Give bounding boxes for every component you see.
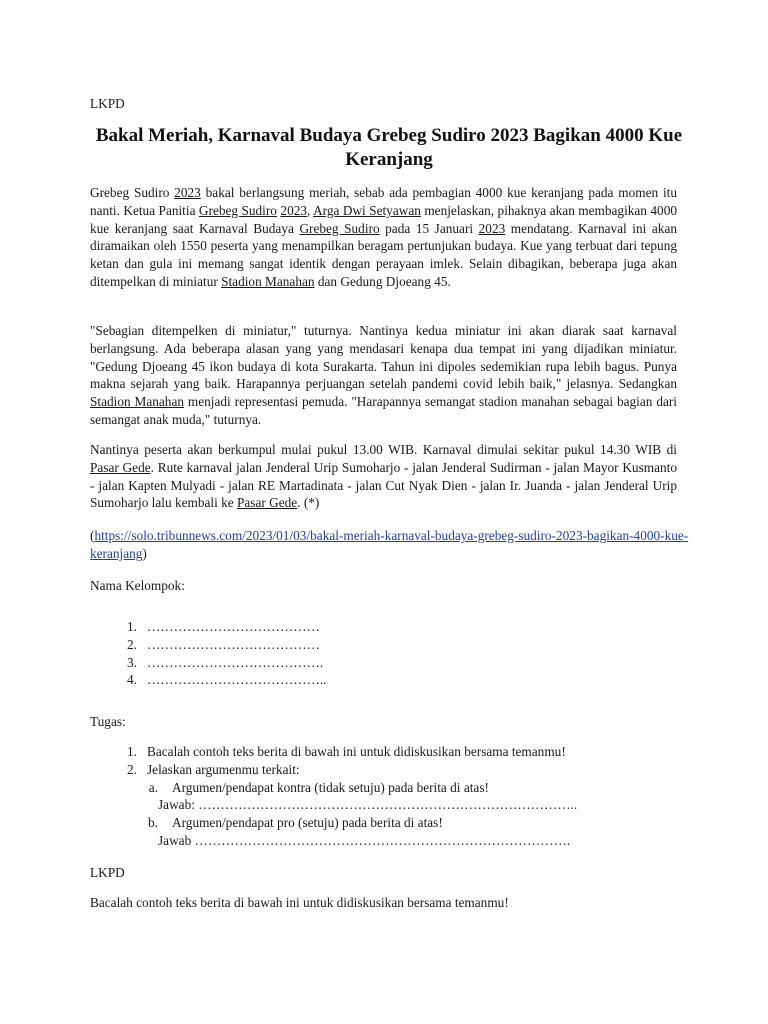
paragraph-text: Nantinya peserta akan berkumpul mulai pukul 13.00 WIB. Karnaval dimulai sekitar pukul 14.30 WIB di bbox=[90, 442, 677, 457]
paragraph-text: mendatang. Karnaval ini akan diramaikan oleh 1550 peserta yang menampilkan beragam pertunjukan budaya. Kue yang terbuat dari tepung ketan dan gula ini memang sangat identik dengan perayaan imlek. Selain dibagikan, beberapa juga akan ditempelkan di miniatur bbox=[90, 220, 677, 289]
header-label: LKPD bbox=[90, 96, 125, 111]
inline-link[interactable]: 2023 bbox=[280, 202, 308, 218]
subtask-letter: a. bbox=[148, 779, 158, 795]
footer-label: LKPD bbox=[90, 865, 125, 880]
inline-link[interactable]: Arga Dwi Setyawan bbox=[313, 202, 421, 218]
list-item bbox=[90, 636, 690, 654]
task-text: Bacalah contoh teks berita di bawah ini untuk didiskusikan bersama temanmu! bbox=[147, 744, 566, 759]
member-blank: ………………………………… bbox=[147, 636, 320, 652]
source-open-paren: ( bbox=[90, 528, 95, 543]
footer-instruction: Bacalah contoh teks berita di bawah ini untuk didiskusikan bersama temanmu! bbox=[90, 895, 509, 910]
subtask-text: Argumen/pendapat pro (setuju) pada berita di atas! bbox=[172, 815, 443, 831]
inline-link[interactable]: 2023 bbox=[174, 185, 201, 200]
task-item-1 bbox=[90, 743, 710, 761]
inline-link[interactable]: Stadion Manahan bbox=[90, 394, 185, 410]
list-item bbox=[90, 654, 690, 672]
paragraph-text: dan Gedung Djoeang 45. bbox=[314, 273, 451, 289]
task-label: Tugas: bbox=[90, 714, 126, 729]
answer-line: Jawab: ………………………………………………………………………….. bbox=[158, 797, 578, 813]
inline-link[interactable]: Grebeg Sudiro bbox=[198, 202, 277, 218]
paragraph-text: menjelaskan, pihaknya akan membagikan 4000 kue keranjang saat Karnaval Budaya bbox=[90, 202, 677, 236]
member-blank: …………………………………. bbox=[147, 654, 324, 670]
list-number: 1. bbox=[127, 619, 137, 634]
source-close-paren: ) bbox=[142, 545, 147, 561]
subtask-item-b bbox=[90, 814, 710, 832]
task-text: Jelaskan argumenmu terkait: bbox=[147, 761, 300, 777]
group-label: Nama Kelompok: bbox=[90, 578, 185, 593]
paragraph-text: bakal berlangsung meriah, sebab ada pembagian 4000 kue keranjang pada momen itu nanti. Ketua Panitia bbox=[90, 185, 677, 218]
group-member-list bbox=[90, 618, 690, 689]
task-item-2 bbox=[90, 761, 710, 779]
paragraph-text: pada 15 Januari bbox=[379, 220, 479, 236]
list-number: 4. bbox=[127, 672, 137, 688]
task-number: 1. bbox=[127, 744, 137, 759]
inline-link[interactable]: Pasar Gede bbox=[236, 495, 298, 511]
subtask-answer-b bbox=[90, 832, 710, 850]
paragraph-1 bbox=[90, 184, 677, 291]
list-number: 3. bbox=[127, 654, 137, 670]
inline-link[interactable]: Grebeg Sudiro bbox=[299, 220, 380, 236]
answer-line: Jawab …………………………………………………………………………. bbox=[158, 832, 571, 848]
member-blank: ………………………………….. bbox=[147, 672, 327, 688]
paragraph-text: . Rute karnaval jalan Jenderal Urip Sumoharjo - jalan Jenderal Sudirman - jalan Mayor Kusmanto - jalan Kapten Mulyadi - jalan RE Martadinata - jalan Cut Nyak Dien - jalan Ir. Juanda - jalan Jenderal Urip Sumoharjo lalu kembali ke bbox=[90, 459, 677, 511]
inline-link[interactable]: 2023 bbox=[478, 220, 506, 236]
inline-link[interactable]: Pasar Gede bbox=[90, 459, 151, 475]
paragraph-text: menjadi representasi pemuda. "Harapannya semangat stadion manahan sebagai bagian dari semangat anak muda," tuturnya. bbox=[90, 394, 677, 427]
source-citation bbox=[90, 527, 690, 563]
subtask-letter: b. bbox=[148, 815, 158, 831]
paragraph-text: . (*) bbox=[297, 495, 320, 511]
paragraph-text: Grebeg Sudiro bbox=[90, 185, 175, 200]
subtask-item-a bbox=[90, 779, 710, 797]
list-number: 2. bbox=[127, 636, 137, 652]
paragraph-2 bbox=[90, 322, 677, 429]
subtask-text: Argumen/pendapat kontra (tidak setuju) pada berita di atas! bbox=[172, 779, 489, 795]
list-item bbox=[90, 671, 690, 689]
task-list bbox=[90, 743, 710, 850]
paragraph-text: , bbox=[307, 202, 314, 218]
article-title: Bakal Meriah, Karnaval Budaya Grebeg Sudiro 2023 Bagikan 4000 Kue Keranjang bbox=[95, 125, 683, 170]
paragraph-text: "Sebagian ditempelken di miniatur," tuturnya. Nantinya kedua miniatur ini akan diarak saat karnaval berlangsung. Ada beberapa alasan yang yang mendasari kenapa dua tempat ini yang dijadikan miniatur. "Gedung Djoeang 45 ikon budaya di kota Surakarta. Tahun ini dipoles sedemikian rupa lebih bagus. Punya makna sejarah yang baik. Harapannya perjuangan setelah pandemi covid lebih baik," jelasnya. Sedangkan bbox=[90, 323, 677, 392]
list-item bbox=[90, 618, 690, 636]
inline-link[interactable]: Stadion Manahan bbox=[221, 273, 315, 289]
source-link[interactable]: https://solo.tribunnews.com/2023/01/03/bakal-meriah-karnaval-budaya-grebeg-sudiro-2023-bagikan-4000-kue-keranjang bbox=[90, 528, 689, 561]
subtask-answer-a bbox=[90, 796, 710, 814]
task-number: 2. bbox=[127, 761, 137, 777]
paragraph-3 bbox=[90, 441, 677, 512]
member-blank: ………………………………… bbox=[147, 619, 320, 634]
